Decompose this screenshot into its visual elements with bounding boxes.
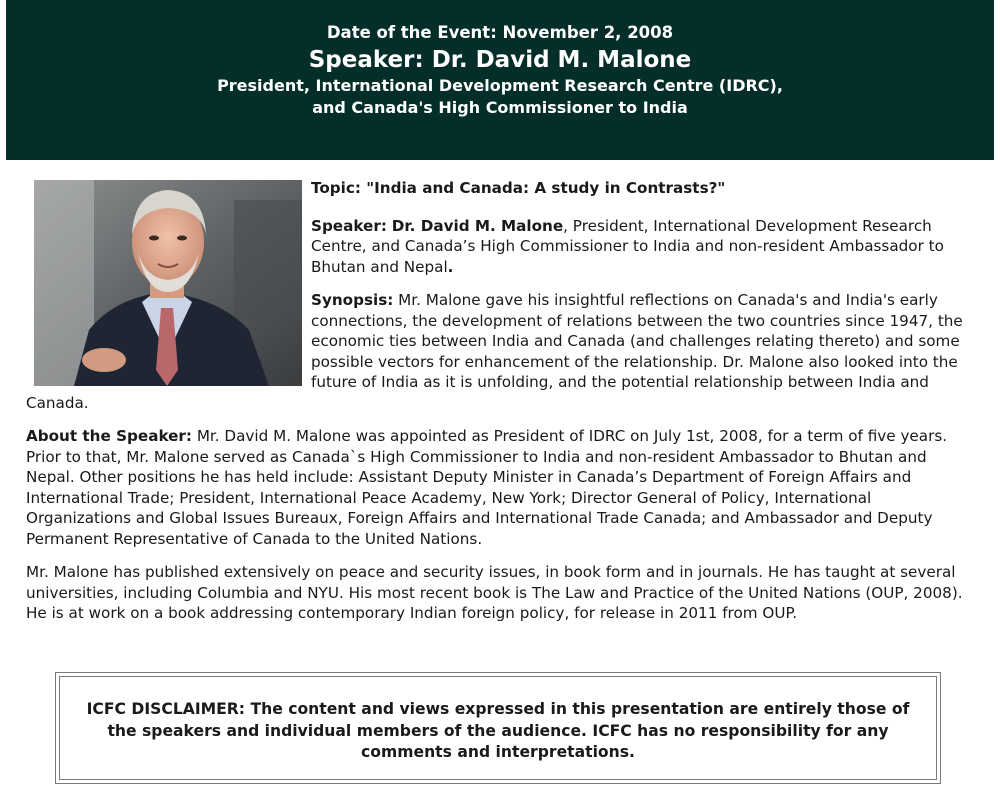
header-speaker-name: Speaker: Dr. David M. Malone: [308, 47, 692, 73]
speaker-label: Speaker:: [311, 216, 387, 235]
topic-line: Topic: "India and Canada: A study in Contrasts?": [311, 179, 726, 197]
publications-paragraph: Mr. Malone has published extensively on peace and security issues, in book form and in journals. He has taught at several universities, including Columbia and NYU. His most recent book is The Law and Practice of the United Nations (OUP, 2008). He is at work on a book addressing contemporary Indian foreign policy, for release in 2011 from OUP.: [26, 563, 963, 622]
disclaimer-label: ICFC DISCLAIMER:: [86, 700, 246, 718]
speaker-photo: [34, 180, 302, 386]
disclaimer-inner: [59, 676, 937, 780]
article-body: [26, 178, 976, 637]
event-date: Date of the Event: November 2, 2008: [326, 23, 674, 42]
about-paragraph: [26, 426, 976, 549]
synopsis-text: Mr. Malone gave his insightful reflections on Canada's and India's early connections, the development of relations between the two countries since 1947, the economic ties between India and Canada (and challenges relating thereto) and some possible vectors for enhancement of the relationship. Dr. Malone also looked into the future of India as it is unfolding, and the potential relationship between India and Canada.: [26, 291, 963, 412]
header-speaker-role-line-2: and Canada's High Commissioner to India: [312, 98, 688, 117]
speaker-paragraph-end: .: [447, 257, 454, 276]
event-header: [6, 0, 994, 160]
speaker-portrait-image: [34, 180, 302, 386]
about-text: Mr. David M. Malone was appointed as President of IDRC on July 1st, 2008, for a term of five years. Prior to that, Mr. Malone served as Canada`s High Commissioner to India and non-resident Ambassador to Bhutan and Nepal. Other positions he has held include: Assistant Deputy Minister in Canada’s Department of Foreign Affairs and International Trade; President, International Peace Academy, New York; Director General of Policy, International Organizations and Global Issues Bureaux, Foreign Affairs and International Trade Canada; and Ambassador and Deputy Permanent Representative of Canada to the United Nations.: [26, 427, 948, 548]
disclaimer-text: The content and views expressed in this presentation are entirely those of the speakers and individual members of the audience. ICFC has no responsibility for any comments and interpretations.: [107, 700, 910, 761]
header-speaker-role-line-1: President, International Development Research Centre (IDRC),: [217, 76, 783, 95]
speaker-description: , President, International Development Research Centre, and Canada’s High Commissioner to India and non-resident Ambassador to Bhutan and Nepal: [311, 216, 944, 276]
speaker-name: Dr. David M. Malone: [391, 216, 564, 235]
disclaimer-box: [55, 672, 941, 784]
synopsis-label: Synopsis:: [311, 291, 394, 309]
about-label: About the Speaker:: [26, 427, 192, 445]
